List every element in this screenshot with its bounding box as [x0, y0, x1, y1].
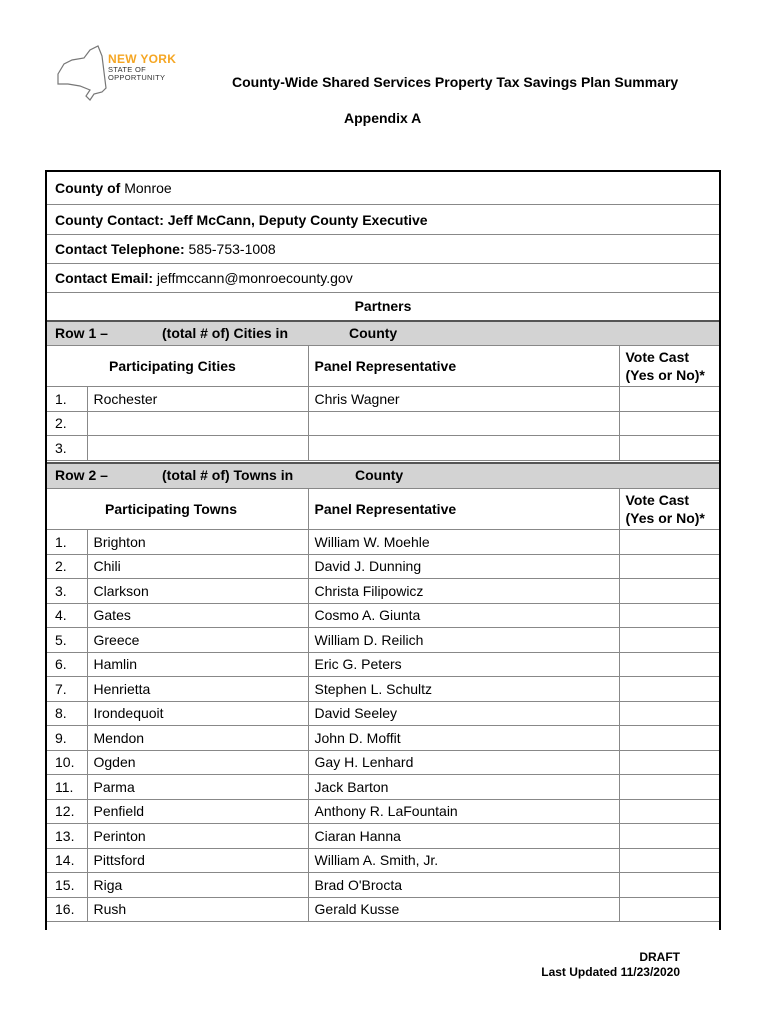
table-row — [47, 726, 721, 751]
vote-cast-cell — [619, 628, 721, 653]
logo-tagline: STATE OF OPPORTUNITY — [108, 65, 166, 82]
row-number: 14. — [47, 848, 87, 873]
col-participating-towns: Participating Towns — [47, 489, 308, 530]
table-row — [47, 603, 721, 628]
panel-representative: John D. Moffit — [308, 726, 619, 751]
county-value: Monroe — [124, 180, 172, 196]
summary-form — [45, 170, 721, 930]
participant-name: Mendon — [87, 726, 308, 751]
row-number: 4. — [47, 603, 87, 628]
panel-representative: David J. Dunning — [308, 554, 619, 579]
table-row — [47, 750, 721, 775]
panel-representative: Brad O'Brocta — [308, 873, 619, 898]
last-updated: Last Updated 11/23/2020 — [541, 965, 680, 979]
towns-table — [47, 489, 721, 922]
table-row — [47, 824, 721, 849]
table-row — [47, 628, 721, 653]
table-row — [47, 873, 721, 898]
row-number: 6. — [47, 652, 87, 677]
row-number: 13. — [47, 824, 87, 849]
vote-cast-cell — [619, 873, 721, 898]
email-value: jeffmccann@monroecounty.gov — [156, 270, 353, 286]
email-row: Contact Email: jeffmccann@monroecounty.gov — [47, 264, 719, 293]
row-number: 3. — [47, 579, 87, 604]
draft-footer — [541, 950, 680, 980]
row-number: 1. — [47, 530, 87, 555]
panel-representative: Gerald Kusse — [308, 897, 619, 922]
participant-name: Brighton — [87, 530, 308, 555]
row1-heading: Row 1 – (total # of) Cities in County — [47, 320, 719, 346]
vote-cast-cell — [619, 799, 721, 824]
vote-cast-cell — [619, 701, 721, 726]
col-panel-representative: Panel Representative — [308, 346, 619, 387]
vote-cast-cell — [619, 530, 721, 555]
panel-representative: Jack Barton — [308, 775, 619, 800]
table-row — [47, 848, 721, 873]
telephone-row: Contact Telephone: 585-753-1008 — [47, 235, 719, 264]
panel-representative: William D. Reilich — [308, 628, 619, 653]
participant-name: Gates — [87, 603, 308, 628]
panel-representative: Gay H. Lenhard — [308, 750, 619, 775]
participant-name — [87, 436, 308, 461]
panel-representative: Anthony R. LaFountain — [308, 799, 619, 824]
panel-representative: William W. Moehle — [308, 530, 619, 555]
row-number: 11. — [47, 775, 87, 800]
participant-name — [87, 411, 308, 436]
participant-name: Irondequoit — [87, 701, 308, 726]
document-title: County-Wide Shared Services Property Tax Savings Plan Summary — [232, 74, 679, 90]
row-number: 8. — [47, 701, 87, 726]
table-row — [47, 677, 721, 702]
vote-cast-cell — [619, 579, 721, 604]
panel-representative — [308, 436, 619, 461]
participant-name: Pittsford — [87, 848, 308, 873]
row-number: 2. — [47, 554, 87, 579]
participant-name: Penfield — [87, 799, 308, 824]
vote-cast-cell — [619, 775, 721, 800]
draft-label: DRAFT — [639, 950, 680, 964]
participant-name: Riga — [87, 873, 308, 898]
panel-representative: Cosmo A. Giunta — [308, 603, 619, 628]
new-york-state-outline-icon — [50, 42, 110, 102]
panel-representative: Stephen L. Schultz — [308, 677, 619, 702]
col-vote-cast: Vote Cast (Yes or No)* — [619, 489, 721, 530]
logo-brand: NEW YORK — [108, 52, 177, 66]
participant-name: Clarkson — [87, 579, 308, 604]
panel-representative: William A. Smith, Jr. — [308, 848, 619, 873]
county-contact-row: County Contact: Jeff McCann, Deputy County Executive — [47, 205, 719, 235]
appendix-label: Appendix A — [344, 110, 422, 126]
col-panel-representative: Panel Representative — [308, 489, 619, 530]
table-row — [47, 701, 721, 726]
towns-header-row — [47, 489, 721, 530]
row-number: 3. — [47, 436, 87, 461]
table-row — [47, 387, 721, 412]
vote-cast-cell — [619, 897, 721, 922]
panel-representative: David Seeley — [308, 701, 619, 726]
col-vote-cast: Vote Cast (Yes or No)* — [619, 346, 721, 387]
row-number: 7. — [47, 677, 87, 702]
vote-cast-cell — [619, 603, 721, 628]
vote-cast-cell — [619, 411, 721, 436]
panel-representative: Ciaran Hanna — [308, 824, 619, 849]
participant-name: Parma — [87, 775, 308, 800]
table-row — [47, 897, 721, 922]
vote-cast-cell — [619, 824, 721, 849]
row-number: 16. — [47, 897, 87, 922]
nys-logo — [50, 42, 190, 104]
participant-name: Ogden — [87, 750, 308, 775]
vote-cast-cell — [619, 750, 721, 775]
vote-cast-cell — [619, 387, 721, 412]
row-number: 2. — [47, 411, 87, 436]
table-row — [47, 775, 721, 800]
participant-name: Chili — [87, 554, 308, 579]
participant-name: Perinton — [87, 824, 308, 849]
vote-cast-cell — [619, 436, 721, 461]
panel-representative — [308, 411, 619, 436]
row-number: 9. — [47, 726, 87, 751]
row-number: 12. — [47, 799, 87, 824]
panel-representative: Chris Wagner — [308, 387, 619, 412]
table-row — [47, 436, 721, 461]
partners-heading: Partners — [354, 298, 412, 314]
vote-cast-cell — [619, 677, 721, 702]
vote-cast-cell — [619, 652, 721, 677]
row-number: 5. — [47, 628, 87, 653]
participant-name: Rochester — [87, 387, 308, 412]
panel-representative: Christa Filipowicz — [308, 579, 619, 604]
table-row — [47, 799, 721, 824]
participant-name: Rush — [87, 897, 308, 922]
vote-cast-cell — [619, 848, 721, 873]
telephone-value: 585-753-1008 — [188, 241, 276, 257]
row-number: 15. — [47, 873, 87, 898]
table-row — [47, 652, 721, 677]
vote-cast-cell — [619, 554, 721, 579]
row2-heading: Row 2 – (total # of) Towns in County — [47, 462, 719, 489]
row-number: 1. — [47, 387, 87, 412]
col-participating-cities: Participating Cities — [47, 346, 308, 387]
table-row — [47, 554, 721, 579]
table-row — [47, 579, 721, 604]
panel-representative: Eric G. Peters — [308, 652, 619, 677]
county-row: County of Monroe — [47, 172, 719, 205]
cities-header-row — [47, 346, 721, 387]
vote-cast-cell — [619, 726, 721, 751]
cities-table — [47, 346, 721, 461]
row-number: 10. — [47, 750, 87, 775]
table-row — [47, 530, 721, 555]
participant-name: Henrietta — [87, 677, 308, 702]
participant-name: Hamlin — [87, 652, 308, 677]
participant-name: Greece — [87, 628, 308, 653]
table-row — [47, 411, 721, 436]
